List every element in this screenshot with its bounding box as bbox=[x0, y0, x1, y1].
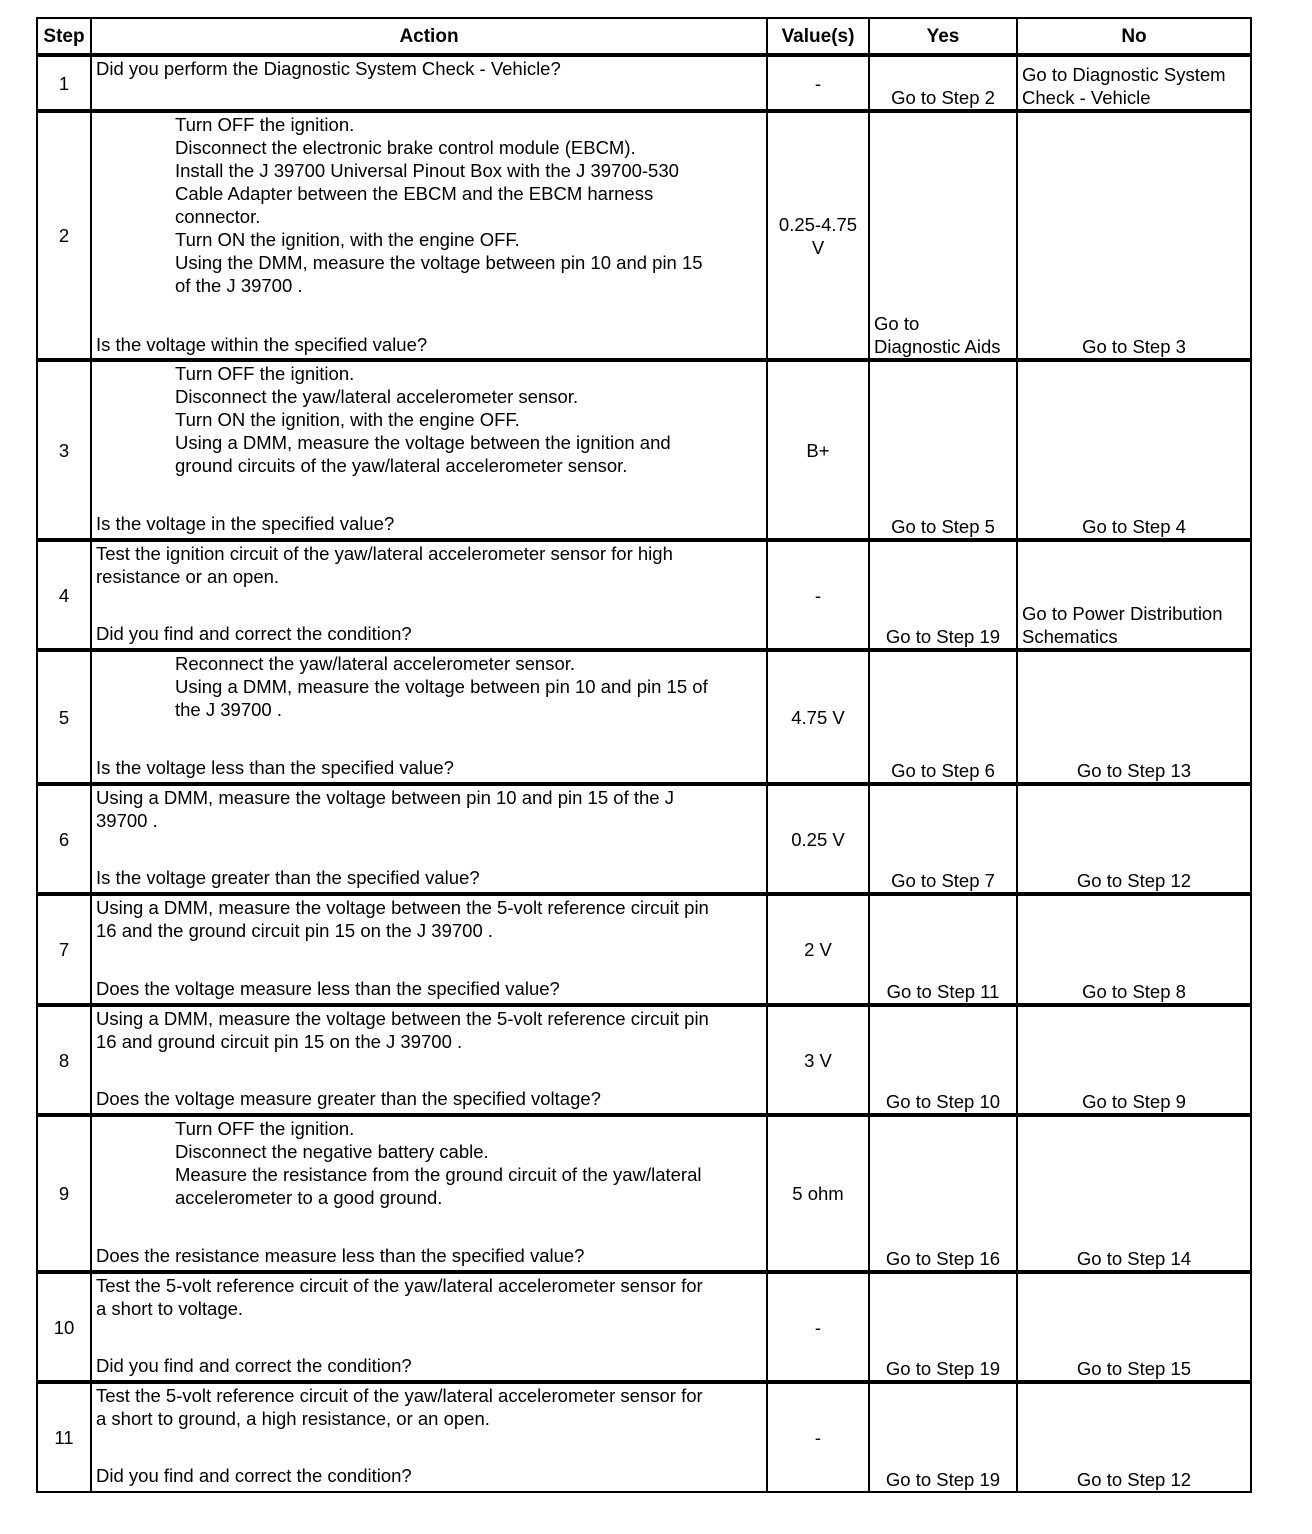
action-line: a short to ground, a high resistance, or an open. bbox=[96, 1408, 490, 1429]
yes-line: Go to bbox=[874, 313, 920, 334]
header-row bbox=[37, 18, 1251, 55]
procedure-list bbox=[96, 362, 762, 477]
value-cell: 3 V bbox=[767, 1005, 869, 1115]
action-line: 16 and the ground circuit pin 15 on the J 39700 . bbox=[96, 920, 494, 941]
step-number: 1 bbox=[37, 55, 91, 111]
procedure-step: Using a DMM, measure the voltage between the ignition and bbox=[175, 432, 671, 453]
step-number: 10 bbox=[37, 1272, 91, 1382]
procedure-step: connector. bbox=[175, 206, 261, 227]
value-cell: B+ bbox=[767, 360, 869, 540]
step-number: 3 bbox=[37, 360, 91, 540]
no-line: Go to Diagnostic System bbox=[1022, 64, 1226, 85]
question-text: Is the voltage greater than the specified value? bbox=[96, 867, 480, 888]
step-number: 8 bbox=[37, 1005, 91, 1115]
yes-cell: Go to Step 5 bbox=[869, 360, 1017, 540]
procedure-step: the J 39700 . bbox=[175, 699, 282, 720]
question-text: Does the resistance measure less than the specified value? bbox=[96, 1245, 585, 1266]
procedure-step: Using the DMM, measure the voltage between pin 10 and pin 15 bbox=[175, 252, 703, 273]
table-row bbox=[37, 894, 1251, 1005]
table-row bbox=[37, 1272, 1251, 1382]
procedure-step: Turn ON the ignition, with the engine OFF. bbox=[175, 229, 520, 250]
no-line: Check - Vehicle bbox=[1022, 87, 1151, 108]
yes-cell: Go to Step 7 bbox=[869, 784, 1017, 894]
action-text bbox=[96, 1274, 762, 1320]
step-number: 11 bbox=[37, 1382, 91, 1492]
step-number: 6 bbox=[37, 784, 91, 894]
value-cell: - bbox=[767, 1272, 869, 1382]
yes-cell: Go to Step 19 bbox=[869, 1272, 1017, 1382]
value-cell: 2 V bbox=[767, 894, 869, 1005]
header-step: Step bbox=[37, 18, 91, 55]
action-cell bbox=[91, 1115, 767, 1272]
header-no: No bbox=[1017, 18, 1251, 55]
question-text: Did you find and correct the condition? bbox=[96, 1465, 412, 1486]
yes-cell bbox=[869, 111, 1017, 360]
action-cell bbox=[91, 894, 767, 1005]
action-line: Test the ignition circuit of the yaw/lateral accelerometer sensor for high bbox=[96, 543, 673, 564]
no-cell: Go to Step 12 bbox=[1017, 784, 1251, 894]
procedure-step: Turn ON the ignition, with the engine OFF. bbox=[175, 409, 520, 430]
action-line: Using a DMM, measure the voltage between the 5-volt reference circuit pin bbox=[96, 1008, 709, 1029]
no-cell: Go to Step 3 bbox=[1017, 111, 1251, 360]
no-line: Schematics bbox=[1022, 626, 1118, 647]
procedure-step: Install the J 39700 Universal Pinout Box with the J 39700-530 bbox=[175, 160, 679, 181]
step-number: 9 bbox=[37, 1115, 91, 1272]
action-cell bbox=[91, 360, 767, 540]
procedure-step: Disconnect the negative battery cable. bbox=[175, 1141, 489, 1162]
question-text: Is the voltage in the specified value? bbox=[96, 513, 395, 534]
no-cell: Go to Step 14 bbox=[1017, 1115, 1251, 1272]
action-cell bbox=[91, 650, 767, 784]
value-cell bbox=[767, 111, 869, 360]
action-cell bbox=[91, 784, 767, 894]
procedure-step: Turn OFF the ignition. bbox=[175, 363, 355, 384]
table-row bbox=[37, 540, 1251, 650]
question-text: Is the voltage less than the specified value? bbox=[96, 757, 454, 778]
step-number: 4 bbox=[37, 540, 91, 650]
table-row bbox=[37, 55, 1251, 111]
value-cell: 4.75 V bbox=[767, 650, 869, 784]
action-cell bbox=[91, 111, 767, 360]
table-row bbox=[37, 1115, 1251, 1272]
value-cell: - bbox=[767, 55, 869, 111]
no-cell: Go to Step 13 bbox=[1017, 650, 1251, 784]
procedure-list bbox=[96, 1117, 762, 1209]
yes-cell: Go to Step 19 bbox=[869, 540, 1017, 650]
action-cell bbox=[91, 1005, 767, 1115]
action-line: a short to voltage. bbox=[96, 1298, 244, 1319]
action-line: Test the 5-volt reference circuit of the yaw/lateral accelerometer sensor for bbox=[96, 1385, 703, 1406]
value-cell: - bbox=[767, 540, 869, 650]
action-text bbox=[96, 1007, 762, 1053]
action-text bbox=[96, 896, 762, 942]
yes-cell: Go to Step 19 bbox=[869, 1382, 1017, 1492]
step-number: 7 bbox=[37, 894, 91, 1005]
table-row bbox=[37, 360, 1251, 540]
procedure-step: Disconnect the yaw/lateral accelerometer sensor. bbox=[175, 386, 579, 407]
value-cell: 0.25 V bbox=[767, 784, 869, 894]
action-line: resistance or an open. bbox=[96, 566, 280, 587]
question-text: Does the voltage measure less than the specified value? bbox=[96, 978, 560, 999]
header-action: Action bbox=[91, 18, 767, 55]
procedure-step: Turn OFF the ignition. bbox=[175, 114, 355, 135]
diagnostic-table bbox=[36, 17, 1252, 1493]
action-cell bbox=[91, 1382, 767, 1492]
procedure-step: ground circuits of the yaw/lateral accelerometer sensor. bbox=[175, 455, 628, 476]
header-values: Value(s) bbox=[767, 18, 869, 55]
yes-cell: Go to Step 2 bbox=[869, 55, 1017, 111]
action-cell bbox=[91, 540, 767, 650]
value-line: 0.25-4.75 bbox=[778, 213, 858, 235]
table-row bbox=[37, 784, 1251, 894]
table-row bbox=[37, 1382, 1251, 1492]
yes-cell: Go to Step 6 bbox=[869, 650, 1017, 784]
action-text: Did you perform the Diagnostic System Check - Vehicle? bbox=[96, 58, 561, 79]
value-line: V bbox=[811, 236, 825, 258]
action-line: Using a DMM, measure the voltage between pin 10 and pin 15 of the J bbox=[96, 787, 674, 808]
action-text bbox=[96, 1384, 762, 1430]
action-text bbox=[96, 542, 762, 588]
action-cell bbox=[91, 1272, 767, 1382]
no-cell: Go to Step 15 bbox=[1017, 1272, 1251, 1382]
action-text bbox=[96, 786, 762, 832]
step-number: 2 bbox=[37, 111, 91, 360]
procedure-step: Cable Adapter between the EBCM and the EBCM harness bbox=[175, 183, 654, 204]
no-cell: Go to Step 4 bbox=[1017, 360, 1251, 540]
action-line: 39700 . bbox=[96, 810, 158, 831]
procedure-list bbox=[96, 113, 762, 297]
action-line: Using a DMM, measure the voltage between the 5-volt reference circuit pin bbox=[96, 897, 709, 918]
no-cell bbox=[1017, 540, 1251, 650]
no-cell: Go to Step 9 bbox=[1017, 1005, 1251, 1115]
question-text: Did you find and correct the condition? bbox=[96, 1355, 412, 1376]
no-line: Go to Power Distribution bbox=[1022, 603, 1223, 624]
no-cell bbox=[1017, 55, 1251, 111]
table-row bbox=[37, 111, 1251, 360]
procedure-step: Turn OFF the ignition. bbox=[175, 1118, 355, 1139]
no-cell: Go to Step 12 bbox=[1017, 1382, 1251, 1492]
value-cell: - bbox=[767, 1382, 869, 1492]
yes-line: Diagnostic Aids bbox=[874, 336, 1001, 357]
question-text: Is the voltage within the specified value? bbox=[96, 334, 428, 355]
procedure-list bbox=[96, 652, 762, 721]
yes-cell: Go to Step 11 bbox=[869, 894, 1017, 1005]
table-row bbox=[37, 1005, 1251, 1115]
procedure-step: Reconnect the yaw/lateral accelerometer sensor. bbox=[175, 653, 576, 674]
yes-cell: Go to Step 16 bbox=[869, 1115, 1017, 1272]
action-line: 16 and ground circuit pin 15 on the J 39700 . bbox=[96, 1031, 463, 1052]
procedure-step: of the J 39700 . bbox=[175, 275, 303, 296]
no-cell: Go to Step 8 bbox=[1017, 894, 1251, 1005]
step-number: 5 bbox=[37, 650, 91, 784]
table-row bbox=[37, 650, 1251, 784]
value-cell: 5 ohm bbox=[767, 1115, 869, 1272]
procedure-step: Using a DMM, measure the voltage between pin 10 and pin 15 of bbox=[175, 676, 708, 697]
procedure-step: Measure the resistance from the ground circuit of the yaw/lateral bbox=[175, 1164, 702, 1185]
action-cell bbox=[91, 55, 767, 111]
header-yes: Yes bbox=[869, 18, 1017, 55]
procedure-step: accelerometer to a good ground. bbox=[175, 1187, 443, 1208]
yes-cell: Go to Step 10 bbox=[869, 1005, 1017, 1115]
action-line: Test the 5-volt reference circuit of the yaw/lateral accelerometer sensor for bbox=[96, 1275, 703, 1296]
question-text: Did you find and correct the condition? bbox=[96, 623, 412, 644]
question-text: Does the voltage measure greater than the specified voltage? bbox=[96, 1088, 601, 1109]
procedure-step: Disconnect the electronic brake control module (EBCM). bbox=[175, 137, 636, 158]
